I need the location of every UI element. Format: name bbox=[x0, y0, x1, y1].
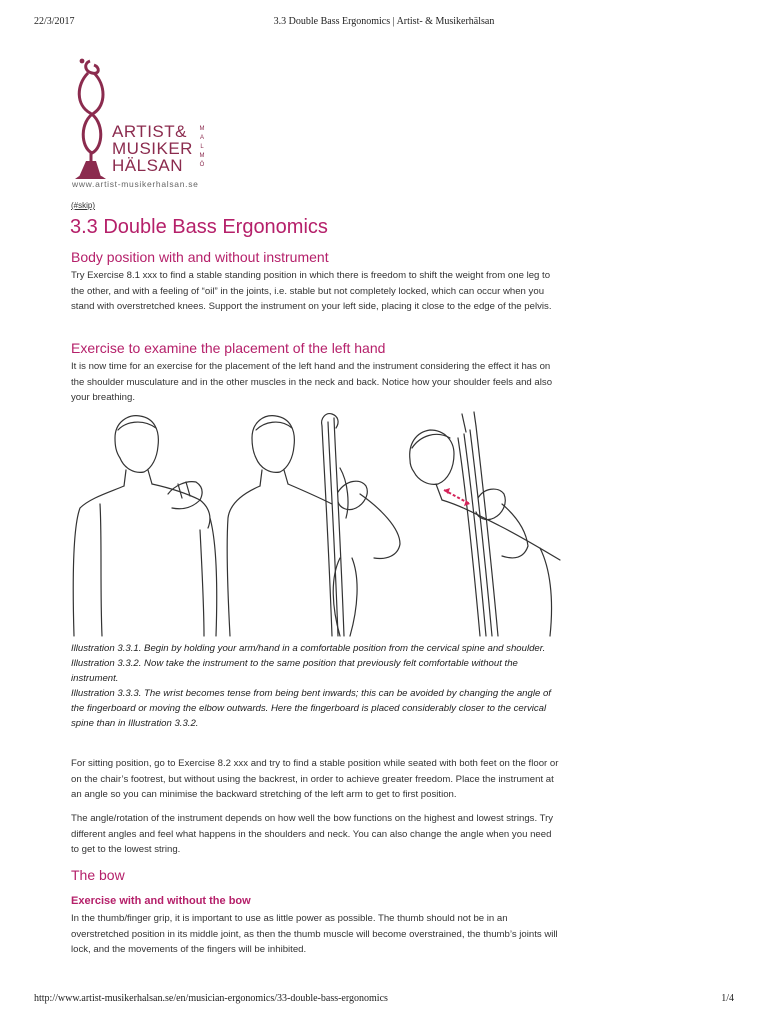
print-url: http://www.artist-musikerhalsan.se/en/musician-ergonomics/33-double-bass-ergonomics bbox=[34, 993, 388, 1004]
logo-line-artist: ARTIST& bbox=[112, 122, 187, 141]
paragraph-instrument-angle: The angle/rotation of the instrument depends on how well the bow functions on the highest and lowest strings. Try different angles and feel what happens in the shoulders and neck. You can also change the angle when you need to get to the lowest string. bbox=[71, 813, 554, 856]
heading-body-position: Body position with and without instrument bbox=[71, 249, 329, 265]
skip-link[interactable]: (#skip) bbox=[71, 201, 96, 210]
illustration-3-3-2 bbox=[227, 414, 400, 636]
paragraph-left-hand: It is now time for an exercise for the placement of the left hand and the instrument considering the effect it has on the shoulder musculature and in the other muscles in the neck and back. Notice how your shoulder feels and also your breathing. bbox=[71, 361, 553, 404]
logo-line-musiker: MUSIKER bbox=[112, 139, 193, 158]
double-bass-illustrations bbox=[70, 408, 570, 638]
paragraph-body-position: Try Exercise 8.1 xxx to find a stable standing position in which there is freedom to shift the weight from one leg to the other, and with a feeling of “oil” in the joints, i.e. stable but not completely locked, which can occur when you stand with overstretched knees. Support the instrument on your left side, placing it close to the edge of the pelvis. bbox=[71, 270, 552, 313]
paragraph-sitting-position: For sitting position, go to Exercise 8.2 xxx and try to find a stable position while seated with both feet on the floor or on the chair’s footrest, but without using the backrest, in order to achieve greater freedom. Place the instrument at an angle so you can minimise the backward stretching of the left arm to get to first position. bbox=[71, 758, 559, 801]
print-header bbox=[34, 16, 734, 30]
caption-3-3-2: Illustration 3.3.2. Now take the instrument to the same position that previously felt comfortable without the instrument. bbox=[71, 658, 518, 684]
illustration-captions bbox=[71, 641, 565, 731]
caption-3-3-1: Illustration 3.3.1. Begin by holding your arm/hand in a comfortable position from the cervical spine and shoulder. bbox=[71, 643, 546, 654]
print-footer bbox=[34, 993, 734, 1007]
page-title: 3.3 Double Bass Ergonomics bbox=[70, 216, 328, 238]
print-date: 22/3/2017 bbox=[34, 16, 75, 27]
site-logo[interactable] bbox=[70, 55, 220, 190]
logo-line-halsan: HÄLSAN bbox=[112, 156, 184, 175]
heading-left-hand: Exercise to examine the placement of the left hand bbox=[71, 340, 386, 356]
trumpet-logo-icon bbox=[70, 55, 115, 180]
logo-website: www.artist-musikerhalsan.se bbox=[72, 179, 199, 189]
print-page-title: 3.3 Double Bass Ergonomics | Artist- & Musikerhälsan bbox=[273, 16, 495, 27]
subheading-bow-exercise: Exercise with and without the bow bbox=[71, 895, 251, 907]
illustration-3-3-3 bbox=[410, 412, 560, 636]
paragraph-bow-grip: In the thumb/finger grip, it is important to use as little power as possible. The thumb should not be in an overstretched position in its middle joint, as then the thumb muscle will become overstrained, the thumb’s joints will lock, and the movements of the fingers will be inhibited. bbox=[71, 913, 558, 956]
caption-3-3-3: Illustration 3.3.3. The wrist becomes tense from being bent inwards; this can be avoided by changing the angle of the fingerboard or moving the elbow outwards. Here the fingerboard is placed considerably closer to the cervical spine than in Illustration 3.3.2. bbox=[71, 688, 551, 729]
heading-the-bow: The bow bbox=[71, 867, 125, 883]
illustration-3-3-1 bbox=[73, 416, 217, 636]
page-number: 1/4 bbox=[721, 993, 734, 1004]
logo-city: M A L M Ö bbox=[199, 126, 205, 168]
